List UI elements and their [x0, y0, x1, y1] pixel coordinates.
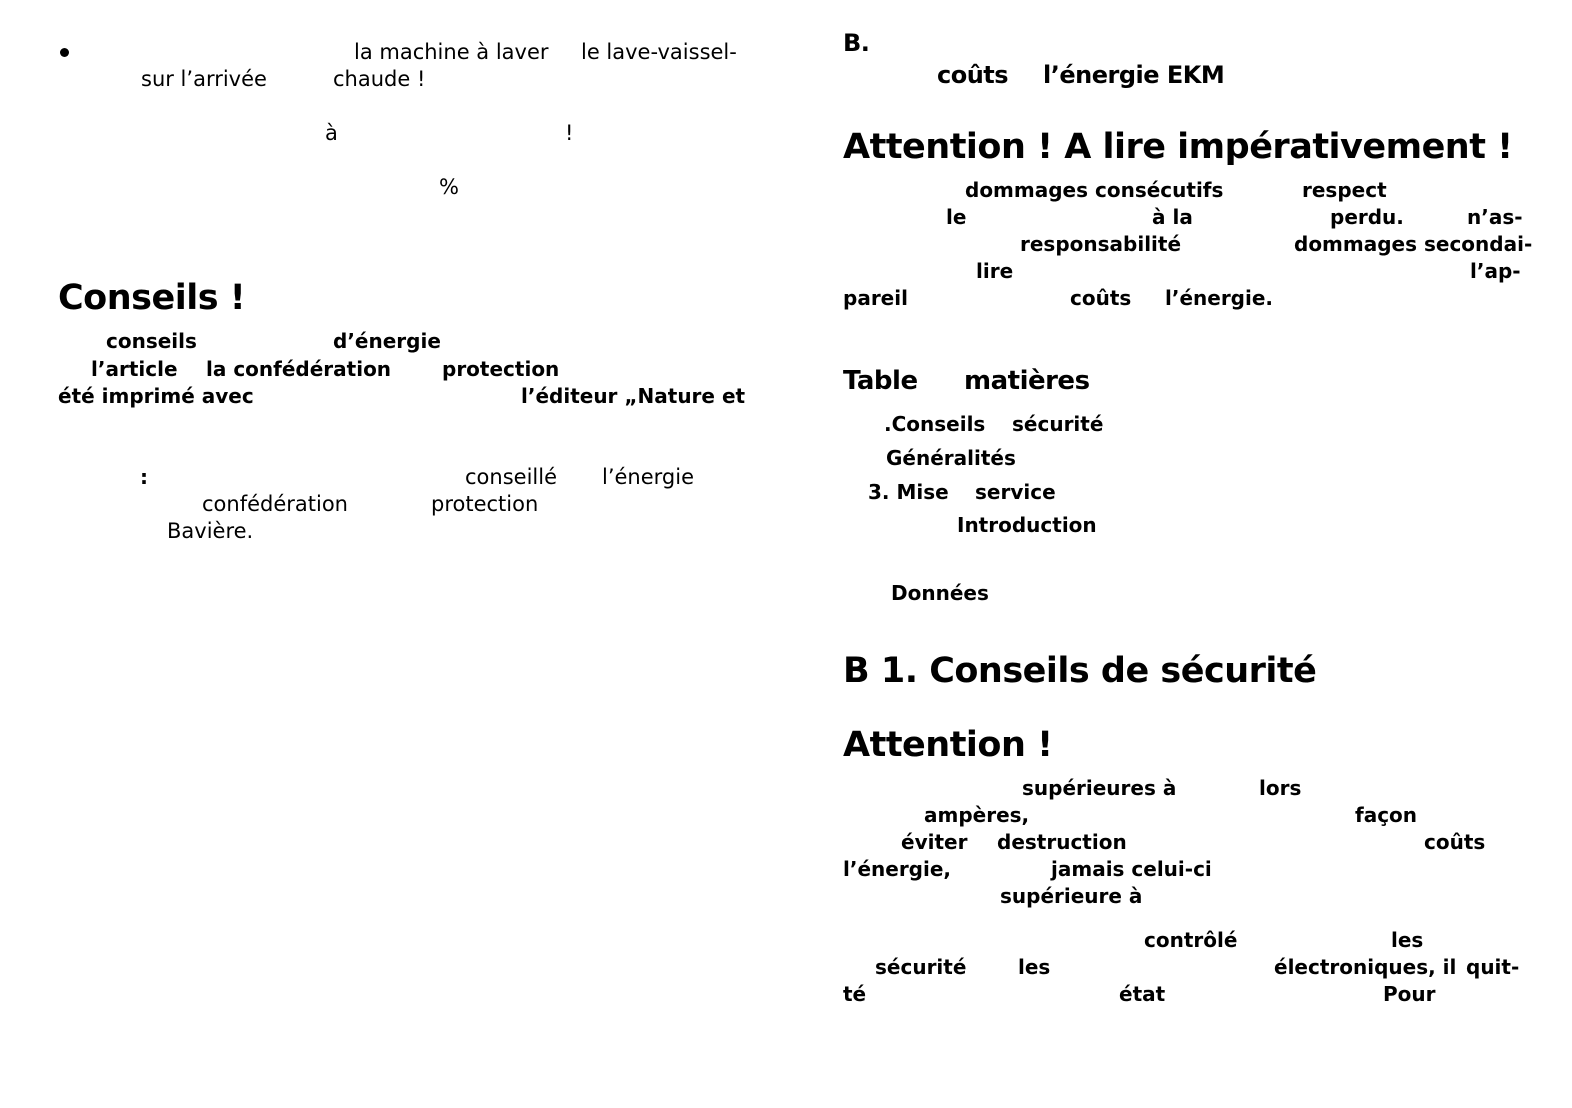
toc-item: service: [975, 480, 1056, 504]
paragraph-text: Bavière.: [167, 519, 254, 543]
paragraph-text: l’article: [91, 357, 178, 381]
paragraph-text: destruction: [997, 830, 1127, 854]
paragraph-text: à la: [1152, 205, 1193, 229]
paragraph-text: les: [1018, 955, 1051, 979]
paragraph-text: coûts: [1070, 286, 1132, 310]
paragraph-text: sécurité: [875, 955, 967, 979]
toc-item: sécurité: [1012, 412, 1104, 436]
paragraph-text: l’énergie: [602, 465, 695, 489]
bullet-text: %: [439, 175, 459, 199]
conseils-heading: Conseils !: [58, 278, 246, 318]
paragraph-text: été imprimé avec: [58, 384, 254, 408]
paragraph-text: respect: [1302, 178, 1387, 202]
paragraph-text: conseils: [106, 329, 197, 353]
bullet-text: le lave-vaissel-: [581, 40, 737, 64]
toc-heading: Table: [843, 366, 918, 396]
paragraph-text: Pour: [1383, 982, 1436, 1006]
bullet-icon: [60, 48, 69, 57]
paragraph-text: coûts: [1424, 830, 1486, 854]
paragraph-text: l’éditeur „Nature et: [521, 384, 746, 408]
paragraph-text: la confédération: [206, 357, 392, 381]
paragraph-text: n’as-: [1467, 205, 1523, 229]
paragraph-text: dommages consécutifs: [965, 178, 1224, 202]
paragraph-text: éviter: [901, 830, 968, 854]
toc-heading: matières: [964, 366, 1090, 396]
toc-item: .Conseils: [884, 412, 986, 436]
attention-heading: Attention ! A lire impérativement !: [843, 127, 1513, 167]
paragraph-text: protection: [442, 357, 560, 381]
paragraph-text: protection: [431, 492, 539, 516]
paragraph-text: contrôlé: [1144, 928, 1238, 952]
b1-heading: B 1. Conseils de sécurité: [843, 651, 1317, 691]
paragraph-text: supérieure à: [1000, 884, 1143, 908]
paragraph-text: façon: [1355, 803, 1418, 827]
section-subtitle: l’énergie EKM: [1043, 61, 1225, 89]
paragraph-text: responsabilité: [1020, 232, 1182, 256]
paragraph-text: état: [1119, 982, 1166, 1006]
section-subtitle: coûts: [937, 61, 1009, 89]
bullet-text: !: [565, 121, 574, 145]
paragraph-text: l’ap-: [1470, 259, 1521, 283]
toc-item: 3. Mise: [868, 480, 949, 504]
attention2-heading: Attention !: [843, 725, 1053, 765]
bullet-text: à: [325, 121, 338, 145]
paragraph-text: confédération: [202, 492, 348, 516]
paragraph-text: l’énergie.: [1165, 286, 1274, 310]
paragraph-text: d’énergie: [333, 329, 441, 353]
section-label: B.: [843, 29, 870, 57]
paragraph-text: pareil: [843, 286, 908, 310]
toc-item: Introduction: [957, 513, 1097, 537]
paragraph-text: quit-: [1466, 955, 1520, 979]
bullet-text: chaude !: [333, 67, 426, 91]
toc-item: Généralités: [886, 446, 1016, 470]
bullet-text: sur l’arrivée: [141, 67, 267, 91]
paragraph-text: le: [946, 205, 967, 229]
paragraph-text: perdu.: [1330, 205, 1404, 229]
paragraph-text: supérieures à: [1022, 776, 1177, 800]
toc-item: Données: [891, 581, 989, 605]
paragraph-text: jamais celui-ci: [1051, 857, 1212, 881]
paragraph-text: dommages secondai-: [1294, 232, 1533, 256]
paragraph-text: l’énergie,: [843, 857, 952, 881]
paragraph-text: ampères,: [924, 803, 1030, 827]
paragraph-text: les: [1391, 928, 1424, 952]
bullet-text: la machine à laver: [354, 40, 549, 64]
paragraph-text: :: [140, 465, 148, 489]
paragraph-text: lors: [1259, 776, 1302, 800]
paragraph-text: té: [843, 982, 867, 1006]
paragraph-text: conseillé: [465, 465, 557, 489]
paragraph-text: lire: [976, 259, 1014, 283]
paragraph-text: électroniques, il: [1274, 955, 1457, 979]
